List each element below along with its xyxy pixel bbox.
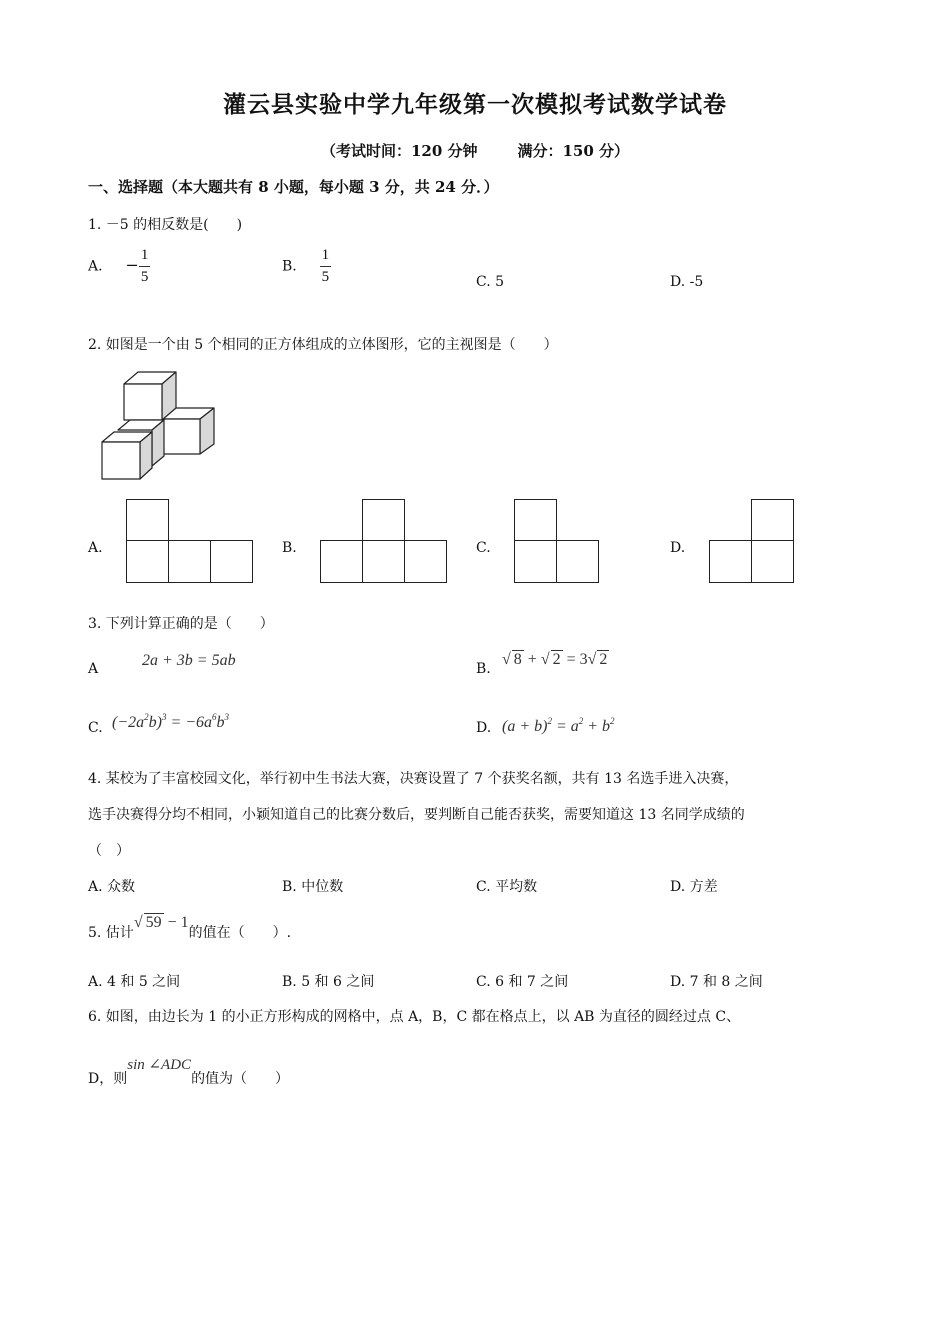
q1-option-c[interactable]: C. 5 <box>476 274 505 290</box>
q3-b-plus: + <box>527 651 537 668</box>
q1-option-b[interactable] <box>282 248 331 285</box>
q6-post: 的值为（ ） <box>191 1071 290 1087</box>
q3-option-d-expr[interactable] <box>502 716 615 736</box>
q2-option-d-label[interactable]: D. <box>670 540 686 556</box>
grid-cell <box>126 540 169 583</box>
q4-line-3: （ ） <box>88 843 130 859</box>
q3-option-c-expr[interactable] <box>112 712 229 732</box>
q2-cube-figure <box>96 366 220 486</box>
q2-option-c-label[interactable]: C. <box>476 540 491 556</box>
grid-cell <box>404 540 447 583</box>
q5-expr <box>134 914 189 931</box>
q3-b-equals: = <box>566 651 576 668</box>
q1-option-d[interactable]: D. -5 <box>670 274 704 290</box>
cube-front-front <box>102 442 140 479</box>
q3-option-d-label[interactable]: D. <box>476 720 492 736</box>
sqrt-icon: √ <box>133 914 143 931</box>
q3-c-exp2: 3 <box>161 712 167 722</box>
q3-option-a-label[interactable]: A <box>88 661 99 677</box>
exam-score: 满分：150 分） <box>517 142 630 160</box>
grid-cell <box>751 540 794 583</box>
q4-line-1: 4. 某校为了丰富校园文化，举行初中生书法大赛，决赛设置了 7 个获奖名额，共有 13 名选手进入决赛， <box>88 771 739 787</box>
q3-c-b: b) <box>148 714 162 731</box>
q3-b-radicand-2: 2 <box>552 651 561 668</box>
q3-stem: 3. 下列计算正确的是（ ） <box>88 616 274 632</box>
q3-c-exp1: 2 <box>144 712 149 722</box>
grid-cell <box>362 540 405 583</box>
q3-d-lhs: (a + b) <box>502 718 548 735</box>
q4-option-a[interactable]: A. 众数 <box>88 879 136 895</box>
q5-option-a[interactable]: A. 4 和 5 之间 <box>88 974 181 990</box>
q5-stem <box>88 914 292 942</box>
grid-cell <box>362 499 405 541</box>
sqrt-icon: √ <box>540 651 550 668</box>
exam-title: 灌云县实验中学九年级第一次模拟考试数学试卷 <box>223 91 727 118</box>
grid-cell <box>709 540 752 583</box>
q3-d-exp1: 2 <box>547 716 552 726</box>
grid-cell <box>751 499 794 541</box>
exam-subtitle <box>0 140 950 161</box>
q3-c-exp4: 3 <box>224 712 230 722</box>
q3-d-plus: + b <box>583 718 611 735</box>
q4-option-b[interactable]: B. 中位数 <box>282 879 344 895</box>
exam-time: （考试时间：120 分钟 <box>320 142 478 160</box>
q4-option-d[interactable]: D. 方差 <box>670 879 718 895</box>
q5-option-d[interactable]: D. 7 和 8 之间 <box>670 974 763 990</box>
q3-c-lhs: (−2a <box>112 714 145 731</box>
q1-b-numerator: 1 <box>320 248 332 267</box>
q1-a-label: A. <box>88 258 103 275</box>
q5-pre: 5. 估计 <box>88 925 134 941</box>
section-heading: 一、选择题（本大题共有 8 小题，每小题 3 分，共 24 分．） <box>88 178 499 196</box>
grid-cell <box>210 540 253 583</box>
q3-c-exp3: 6 <box>212 712 217 722</box>
q5-option-b[interactable]: B. 5 和 6 之间 <box>282 974 375 990</box>
q3-b-coefficient: 3 <box>579 651 588 668</box>
q1-a-numerator: 1 <box>139 248 151 267</box>
q3-d-rhs: = a <box>551 718 579 735</box>
q3-d-exp2: 2 <box>578 716 584 726</box>
q4-line-2: 选手决赛得分均不相同，小颖知道自己的比赛分数后，要判断自己能否获奖，需要知道这 13 名同学成绩的 <box>88 807 745 823</box>
q5-option-c[interactable]: C. 6 和 7 之间 <box>476 974 569 990</box>
cube-top-front <box>124 384 162 420</box>
q2-option-b-label[interactable]: B. <box>282 540 297 556</box>
cube-right-front <box>160 419 200 454</box>
sqrt-icon: √ <box>502 651 511 668</box>
q5-minus: − 1 <box>163 914 189 931</box>
grid-cell <box>514 499 557 541</box>
q5-radicand: 59 <box>145 914 162 931</box>
q1-b-label: B. <box>282 258 297 275</box>
grid-cell <box>556 540 599 583</box>
q4-option-c[interactable]: C. 平均数 <box>476 879 538 895</box>
q3-option-b-label[interactable]: B. <box>476 661 491 677</box>
q3-option-a-expr[interactable]: 2a + 3b = 5ab <box>142 652 236 669</box>
q1-a-fraction <box>139 248 151 285</box>
q6-line-1: 6. 如图，由边长为 1 的小正方形构成的网格中，点 A，B，C 都在格点上，以 AB 为直径的圆经过点 C、 <box>88 1009 741 1025</box>
q3-d-exp3: 2 <box>610 716 615 726</box>
grid-cell <box>320 540 363 583</box>
q5-post: 的值在（ ）. <box>188 925 292 941</box>
q1-option-a[interactable] <box>88 248 150 285</box>
grid-cell <box>168 540 211 583</box>
q1-stem: 1. －5 的相反数是( ) <box>88 217 243 233</box>
q3-b-radicand-1: 8 <box>513 651 522 668</box>
sqrt-icon: √ <box>587 651 597 668</box>
q3-option-c-label[interactable]: C. <box>88 720 103 736</box>
q1-b-denominator: 5 <box>321 269 330 285</box>
q2-option-a-label[interactable]: A. <box>88 540 103 556</box>
grid-cell <box>126 499 169 541</box>
q1-a-sign: − <box>125 255 139 275</box>
q3-c-rhs: = −6a <box>166 714 213 731</box>
q1-b-fraction <box>320 248 332 285</box>
q3-b-radicand-3: 2 <box>599 651 608 668</box>
grid-cell <box>514 540 557 583</box>
q3-c-b2: b <box>216 714 225 731</box>
q2-stem: 2. 如图是一个由 5 个相同的正方体组成的立体图形，它的主视图是（ ） <box>88 337 558 353</box>
q1-a-denominator: 5 <box>140 269 149 285</box>
q6-expr: sin ∠ADC <box>127 1057 192 1073</box>
q6-pre: D，则 <box>88 1071 128 1087</box>
q3-option-b-expr[interactable] <box>502 650 609 669</box>
q6-line-2 <box>88 1057 290 1088</box>
